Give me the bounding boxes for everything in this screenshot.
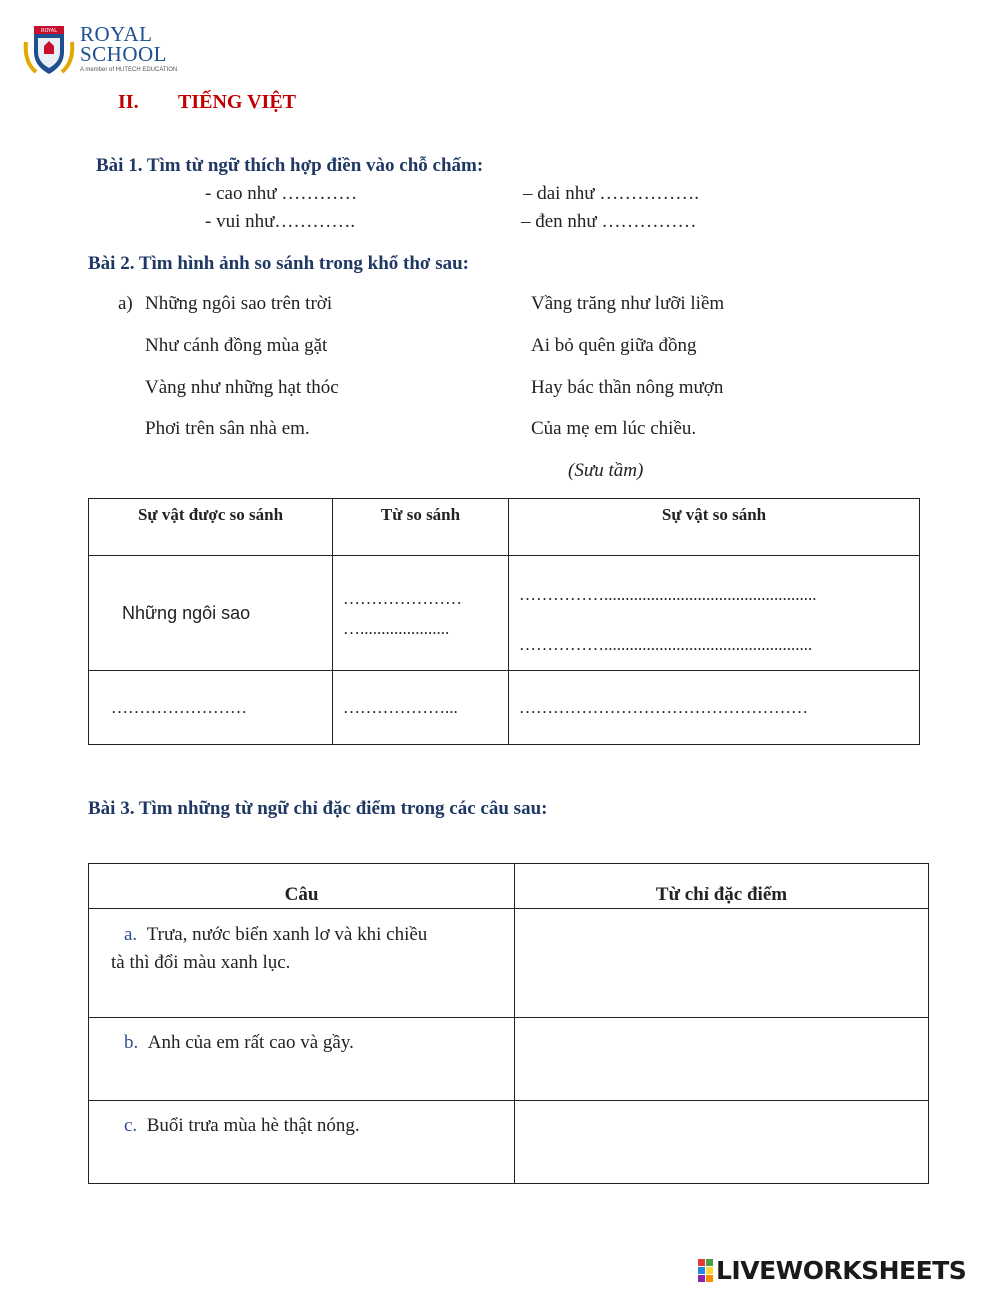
answer-cell[interactable] bbox=[333, 556, 509, 671]
poem-right-line: Của mẹ em lúc chiều. bbox=[531, 418, 697, 439]
answer-cell[interactable] bbox=[515, 1101, 929, 1184]
poem-left-line: Vàng như những hạt thóc bbox=[145, 377, 339, 398]
poem-label: a) bbox=[118, 293, 133, 314]
table-cell bbox=[89, 556, 333, 671]
item-letter: b. bbox=[124, 1032, 139, 1053]
section-number: II. bbox=[118, 91, 139, 113]
answer-cell[interactable] bbox=[515, 1018, 929, 1101]
poem-right-line: Ai bỏ quên giữa đồng bbox=[531, 335, 697, 356]
poem-right-line: Vầng trăng như lưỡi liềm bbox=[531, 293, 725, 314]
poem-right-line: Hay bác thần nông mượn bbox=[531, 377, 724, 398]
col-header: Từ so sánh bbox=[333, 499, 509, 556]
sentence-text: tà thì đổi màu xanh lục. bbox=[111, 952, 291, 973]
bai1-row1-left: - cao như ………… bbox=[205, 183, 358, 204]
bai1-title: Bài 1. Tìm từ ngữ thích hợp điền vào chỗ chấm: bbox=[96, 155, 484, 176]
sentence-text: Buổi trưa mùa hè thật nóng. bbox=[146, 1115, 360, 1136]
compared-subject: Những ngôi sao bbox=[122, 602, 251, 623]
sentence-cell bbox=[89, 1101, 515, 1184]
bai2-title: Bài 2. Tìm hình ảnh so sánh trong khổ thơ sau: bbox=[88, 253, 469, 274]
blank: ………………... bbox=[343, 697, 458, 717]
answer-cell[interactable] bbox=[509, 671, 920, 745]
sentence-cell bbox=[89, 909, 515, 1018]
answer-cell[interactable] bbox=[89, 671, 333, 745]
sentence-text: Trưa, nước biển xanh lơ và khi chiều bbox=[146, 924, 428, 945]
school-logo bbox=[22, 20, 182, 78]
traits-table bbox=[88, 863, 929, 1184]
bai3-title: Bài 3. Tìm những từ ngữ chỉ đặc điểm trong các câu sau: bbox=[88, 798, 548, 819]
blank: …………………… bbox=[111, 697, 247, 717]
poem-left-line: Như cánh đồng mùa gặt bbox=[145, 335, 328, 356]
item-letter: a. bbox=[124, 924, 138, 945]
section-title: TIẾNG VIỆT bbox=[178, 91, 297, 113]
liveworksheets-logo[interactable] bbox=[698, 1256, 966, 1284]
blocks-icon bbox=[698, 1259, 713, 1282]
blank: …………….................................................. bbox=[519, 585, 817, 604]
answer-cell[interactable] bbox=[333, 671, 509, 745]
answer-cell[interactable] bbox=[509, 556, 920, 671]
shield-label: ROYAL bbox=[40, 28, 58, 34]
col-header: Câu bbox=[89, 864, 515, 909]
blank: ………………… bbox=[343, 589, 462, 608]
bai1-row2-right: – đen như …………… bbox=[521, 211, 697, 232]
item-letter: c. bbox=[124, 1115, 138, 1136]
brand-name: LIVEWORKSHEETS bbox=[716, 1255, 967, 1285]
comparison-table bbox=[88, 498, 920, 745]
blank: ……………................................................. bbox=[519, 635, 813, 654]
poem-source: (Sưu tầm) bbox=[568, 460, 644, 481]
blank: …..................... bbox=[343, 619, 450, 638]
answer-cell[interactable] bbox=[515, 909, 929, 1018]
col-header: Sự vật được so sánh bbox=[89, 499, 333, 556]
poem-left-line: Phơi trên sân nhà em. bbox=[145, 418, 310, 439]
bai1-row1-right: – dai như ……………. bbox=[523, 183, 700, 204]
sentence-cell bbox=[89, 1018, 515, 1101]
shield-icon bbox=[22, 22, 76, 76]
blank: …………………………………………… bbox=[519, 697, 808, 717]
logo-line-1: ROYAL bbox=[80, 22, 153, 46]
logo-tagline: A member of HUTECH EDUCATION bbox=[80, 67, 178, 73]
bai1-row2-left: - vui như…………. bbox=[205, 211, 356, 232]
col-header: Từ chỉ đặc điểm bbox=[515, 864, 929, 909]
poem-left-line: Những ngôi sao trên trời bbox=[145, 293, 333, 314]
logo-line-2: SCHOOL bbox=[80, 42, 168, 66]
sentence-text: Anh của em rất cao và gầy. bbox=[147, 1032, 354, 1053]
col-header: Sự vật so sánh bbox=[509, 499, 920, 556]
